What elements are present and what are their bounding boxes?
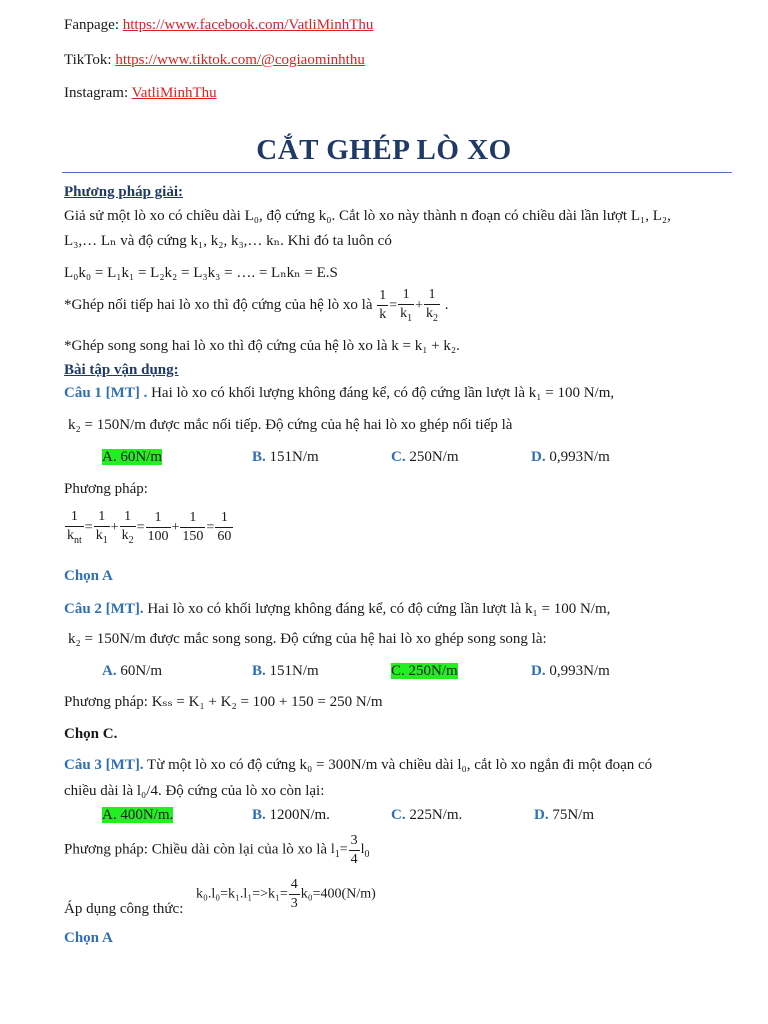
- q1-option-a: A. 60N/m: [102, 449, 162, 465]
- fanpage-line: [64, 16, 373, 35]
- method-line-2: L₃,… Lₙ và độ cứng k₁, k₂, k₃,… kₙ. Khi đó ta luôn có: [64, 233, 392, 249]
- q3-option-a: A. 400N/m.: [102, 807, 174, 823]
- q1-option-c: C. 250N/m: [391, 449, 459, 465]
- q1-method-label: Phương pháp:: [64, 481, 148, 497]
- q1-line-2: k₂ = 150N/m được mắc nối tiếp. Độ cứng của hệ hai lò xo ghép nối tiếp là: [68, 417, 513, 433]
- serial-fraction-k2: $\frac{1}{k_2}$: [426, 287, 439, 324]
- q2-option-a: A. 60N/m: [102, 663, 163, 679]
- q2-option-c: C. 250N/m: [391, 663, 458, 679]
- q1-option-d: D. 0,993N/m: [531, 449, 610, 465]
- q1-option-b: B. 151N/m: [252, 449, 319, 465]
- q2-method: Phương pháp: Kₛₛ = K₁ + K₂ = 100 + 150 = 250 N/m: [64, 694, 383, 710]
- q3-option-d: D. 75N/m: [534, 807, 595, 823]
- page-title: CẮT GHÉP LÒ XO: [256, 134, 512, 166]
- q2-line-1: [64, 600, 610, 619]
- method-heading: Phương pháp giải:: [64, 184, 184, 200]
- q2-text-1: Hai lò xo có khối lượng không đáng kể, có độ cứng lần lượt là k₁ = 100 N/m,: [143, 601, 611, 617]
- q1-label: Câu 1 [MT] .: [64, 385, 148, 401]
- method-line-1: Giả sử một lò xo có chiều dài L₀, độ cứng k₀. Cắt lò xo này thành n đoạn có chiều dài lần lượt L₁, L₂,: [64, 208, 671, 224]
- exercises-heading: Bài tập vận dụng:: [64, 362, 179, 378]
- tiktok-label: TikTok:: [64, 52, 116, 68]
- title-rule: [62, 172, 732, 173]
- q1-answer: Chọn A: [64, 568, 113, 584]
- q3-method-text: Phương pháp: Chiều dài còn lại của lò xo là: [64, 841, 328, 858]
- fanpage-label: Fanpage:: [64, 17, 123, 33]
- instagram-label: Instagram:: [64, 85, 132, 101]
- q2-label: Câu 2 [MT].: [64, 601, 144, 617]
- q3-formula: k₀.l₀=k₁.l₁=>k₁= $\frac{4}{3}$ k₀=400(N/m): [196, 877, 376, 911]
- q3-option-b: B. 1200N/m.: [252, 807, 330, 823]
- q3-option-c: C. 225N/m.: [391, 807, 463, 823]
- instagram-line: [64, 84, 217, 103]
- q3-apply-text: Áp dụng công thức:: [64, 901, 184, 917]
- q2-line-2: k₂ = 150N/m được mắc song song. Độ cứng của hệ hai lò xo ghép song song là:: [68, 631, 547, 647]
- instagram-link[interactable]: VatliMinhThu: [131, 85, 217, 101]
- q1-method-equation: $\frac{1}{k_{nt}}$ = $\frac{1}{k_1}$ + $\frac{1}{k_2}$ = $\frac{1}{100}$ + $\frac{1}{150}$ = $\frac{1}{60}$: [67, 509, 232, 546]
- q3-line-2: chiều dài là l₀/4. Độ cứng của lò xo còn lại:: [64, 783, 325, 799]
- tiktok-link[interactable]: https://www.tiktok.com/@cogiaominhthu: [115, 52, 365, 68]
- fanpage-link[interactable]: https://www.facebook.com/VatliMinhThu: [122, 17, 374, 33]
- q2-option-b: B. 151N/m: [252, 663, 319, 679]
- q3-label: Câu 3 [MT].: [64, 757, 144, 773]
- q3-answer: Chọn A: [64, 930, 113, 946]
- method-line-3: L₀k₀ = L₁k₁ = L₂k₂ = L₃k₃ = …. = Lₙkₙ = E.S: [64, 265, 338, 281]
- tiktok-line: [64, 51, 365, 70]
- parallel-line: *Ghép song song hai lò xo thì độ cứng của hệ lò xo là k = k₁ + k₂.: [64, 338, 460, 354]
- serial-fraction-k1: $\frac{1}{k_1}$: [400, 287, 413, 324]
- q2-answer: Chọn C.: [64, 726, 118, 742]
- q3-line-1: [64, 756, 652, 775]
- q2-option-d: D. 0,993N/m: [531, 663, 610, 679]
- serial-fraction-k: $\frac{1}{k}$: [379, 288, 387, 322]
- q1-line-1: [64, 384, 614, 403]
- serial-text: *Ghép nối tiếp hai lò xo thì độ cứng của hệ lò xo là: [64, 296, 373, 313]
- q1-text-1: Hai lò xo có khối lượng không đáng kể, có độ cứng lần lượt là k₁ = 100 N/m,: [147, 385, 615, 401]
- serial-formula-line: *Ghép nối tiếp hai lò xo thì độ cứng của hệ lò xo là $\frac{1}{k}$ = $\frac{1}{k_1}$ + $\frac{1}{k_2}$ .: [64, 287, 449, 324]
- q3-text-1: Từ một lò xo có độ cứng k₀ = 300N/m và chiều dài l₀, cắt lò xo ngắn đi một đoạn có: [143, 757, 653, 773]
- q3-method-line: Phương pháp: Chiều dài còn lại của lò xo là $l_1=$ $\frac{3}{4}$ $l_0$: [64, 833, 370, 867]
